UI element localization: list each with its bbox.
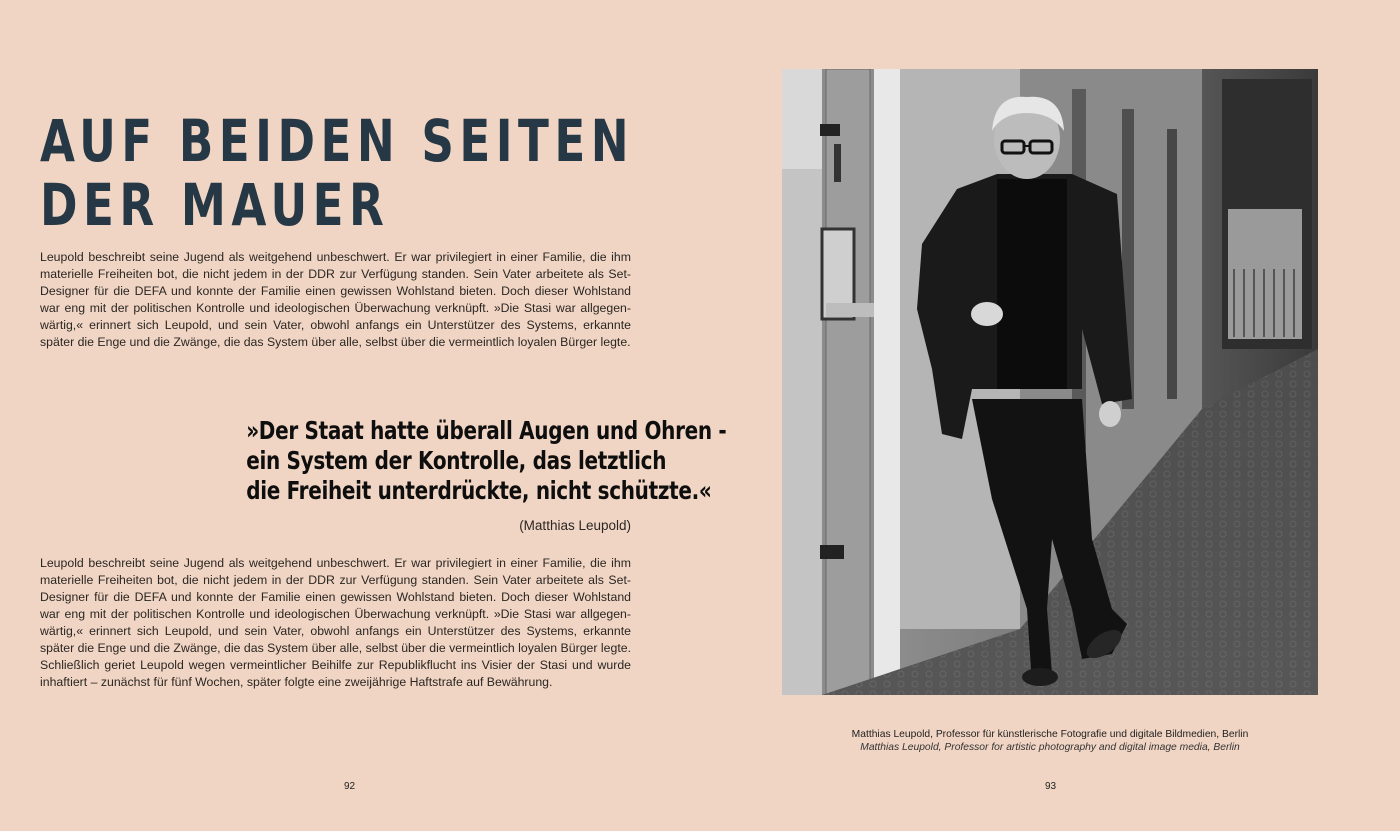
chapter-title-line-1: AUF BEIDEN SEITEN [40,106,635,175]
pull-quote [150,416,727,533]
photo-caption-german: Matthias Leupold, Professor für künstlerische Fotografie und digitale Bildmedien, Berlin [851,729,1249,740]
pull-quote-author: (Matthias Leupold) [519,518,631,533]
chapter-title [40,106,635,239]
pull-quote-line-1: »Der Staat hatte überall Augen und Ohren - [246,416,727,445]
body-paragraph-1: Leupold beschreibt seine Jugend als weitgehend unbeschwert. Er war privilegiert in einer Familie, die ihm materielle Freiheiten bot, die nicht jedem in der DDR zur Verfügung standen. Sein Vater arbeitete als Set-Designer für die DEFA und konnte der Familie einen gewissen Wohlstand bieten. Doch dieser Wohlstand war eng mit der politischen Kontrolle und ideologischen Überwachung verknüpft. »Die Stasi war allgegen-wärtig,« erinnert sich Leupold, und sein Vater, obwohl anfangs ein Unterstützer des Systems, erkannte später die Enge und die Zwänge, die das System über alle, selbst über die vermeintlich loyalen Bürger legte. [40,250,631,349]
body-paragraph-2: Leupold beschreibt seine Jugend als weitgehend unbeschwert. Er war privilegiert in einer Familie, die ihm materielle Freiheiten bot, die nicht jedem in der DDR zur Verfügung standen. Sein Vater arbeitete als Set-Designer für die DEFA und konnte der Familie einen gewissen Wohlstand bieten. Doch dieser Wohlstand war eng mit der politischen Kontrolle und ideologischen Überwachung verknüpft. »Die Stasi war allgegen-wärtig,« erinnert sich Leupold, und sein Vater, obwohl anfangs ein Unterstützer des Systems, erkannte später die Enge und die Zwänge, die das System über alle, selbst über die vermeintlich loyalen Bürger legte. Schließlich geriet Leupold wegen vermeintlicher Beihilfe zur Republikflucht ins Visier der Stasi und wurde inhaftiert – zunächst für fünf Wochen, später folgte eine zweijährige Haftstrafe auf Bewährung. [40,556,631,689]
page-number-right: 93 [1045,781,1057,792]
page-number-left: 92 [344,781,356,792]
photo-caption-english: Matthias Leupold, Professor for artistic photography and digital image media, Berlin [860,742,1240,753]
portrait-photo-illustration [782,69,1318,695]
pull-quote-text [246,416,727,506]
pull-quote-line-2: ein System der Kontrolle, das letztlich [246,446,667,475]
photo-caption [650,728,1400,754]
chapter-title-line-2: DER MAUER [40,170,390,239]
right-page [700,0,1400,831]
pull-quote-line-3: die Freiheit unterdrückte, nicht schützte.« [246,476,712,505]
portrait-photo [782,69,1318,695]
